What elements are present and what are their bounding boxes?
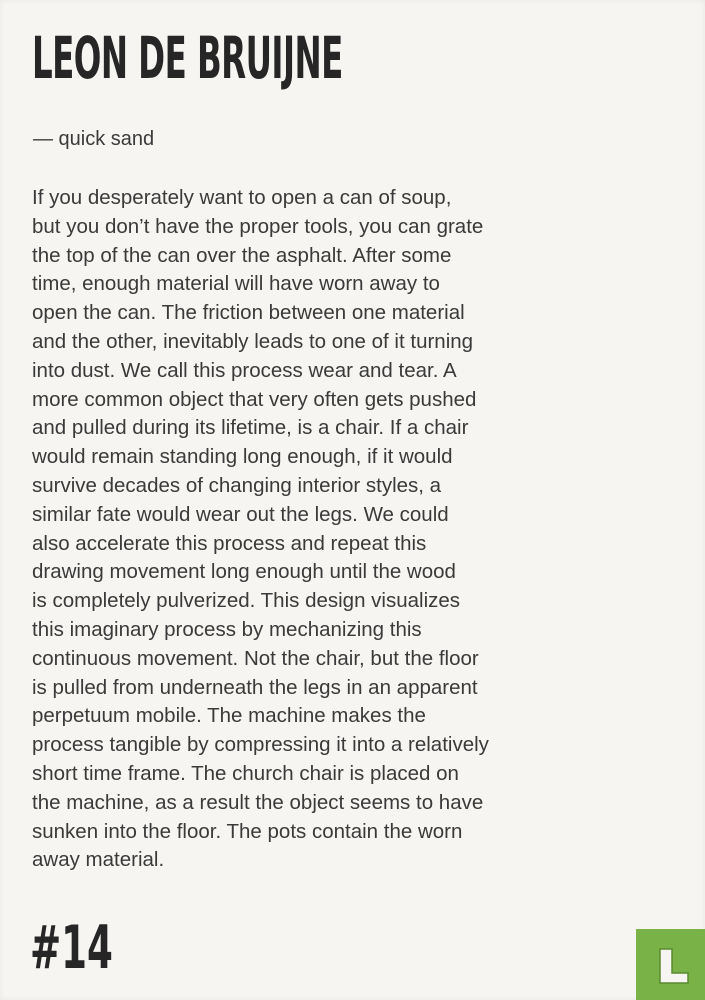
project-description: If you desperately want to open a can of soup, but you don’t have the proper tools, you can grate the top of the can over the asphalt. After some time, enough material will have worn away to open the can. The friction between one material and the other, inevitably leads to one of it turning into dust. We call this process wear and tear. A more common object that very often gets pushed and pulled during its lifetime, is a chair. If a chair would remain standing long enough, if it would survive decades of changing interior styles, a similar fate would wear out the legs. We could also accelerate this process and repeat this drawing movement long enough until the wood is completely pulverized. This design visualizes this imaginary process by mechanizing this continuous movement. Not the chair, but the floor is pulled from underneath the legs in an apparent perpetuum mobile. The machine makes the process tangible by compressing it into a relatively short time frame. The church chair is placed on the machine, as a result the object seems to have sunken into the floor. The pots contain the worn away material. (32, 186, 489, 872)
l-block-logo-icon (636, 929, 705, 1000)
author-name: LEON DE BRUIJNE (32, 24, 343, 92)
project-subtitle: — quick sand (33, 128, 155, 150)
project-number: #14 (30, 913, 113, 983)
